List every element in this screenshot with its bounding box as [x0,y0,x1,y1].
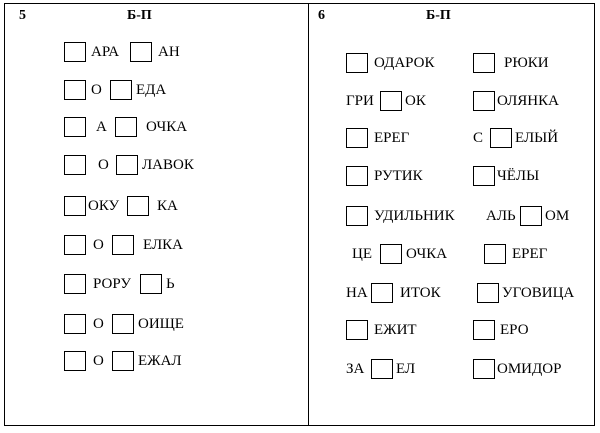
word-part: ОЧКА [406,246,448,262]
word-part: ОДАРОК [374,55,435,71]
exercise-5-number: 5 [19,8,26,23]
blank-box[interactable] [64,80,86,100]
word-part: О [93,353,104,369]
blank-box[interactable] [64,155,86,175]
blank-box[interactable] [346,206,368,226]
blank-box[interactable] [64,274,86,294]
word-part: КА [157,198,178,214]
word-part: О [93,316,104,332]
blank-box[interactable] [346,128,368,148]
column-divider [308,3,309,426]
word-part: АРА [91,44,120,60]
word-part: РЮКИ [504,55,549,71]
blank-box[interactable] [112,314,134,334]
blank-box[interactable] [140,274,162,294]
word-part: УДИЛЬНИК [374,208,455,224]
word-part: Ь [166,276,175,292]
blank-box[interactable] [130,42,152,62]
blank-box[interactable] [64,314,86,334]
word-part: ЕРЕГ [374,130,410,146]
blank-box[interactable] [112,351,134,371]
blank-box[interactable] [110,80,132,100]
blank-box[interactable] [380,91,402,111]
word-part: ЗА [346,361,365,377]
blank-box[interactable] [484,244,506,264]
word-part: РУТИК [374,168,423,184]
blank-box[interactable] [64,196,86,216]
blank-box[interactable] [64,117,86,137]
word-part: ЕЖАЛ [138,353,182,369]
blank-box[interactable] [346,320,368,340]
blank-box[interactable] [490,128,512,148]
word-part: ЛАВОК [142,157,194,173]
word-part: ЕЛКА [143,237,183,253]
word-part: ЕДА [136,82,167,98]
word-part: О [98,157,109,173]
word-part: НА [346,285,368,301]
blank-box[interactable] [64,351,86,371]
blank-box[interactable] [473,53,495,73]
word-part: ОИЩЕ [138,316,184,332]
blank-box[interactable] [112,235,134,255]
blank-box[interactable] [473,320,495,340]
word-part: ИТОК [400,285,441,301]
word-part: ОКУ [88,198,120,214]
blank-box[interactable] [520,206,542,226]
blank-box[interactable] [346,166,368,186]
blank-box[interactable] [371,283,393,303]
word-part: ЧЁЛЫ [497,168,540,184]
word-part: ОК [405,93,426,109]
word-part: О [93,237,104,253]
blank-box[interactable] [64,235,86,255]
word-part: ГРИ [346,93,374,109]
exercise-6-header: Б-П [426,8,451,23]
blank-box[interactable] [346,53,368,73]
word-part: ЕЛ [396,361,416,377]
word-part: А [96,119,107,135]
exercise-6-number: 6 [318,8,325,23]
blank-box[interactable] [473,166,495,186]
blank-box[interactable] [116,155,138,175]
blank-box[interactable] [371,359,393,379]
word-part: РОРУ [93,276,131,292]
word-part: АЛЬ [486,208,516,224]
word-part: О [91,82,102,98]
word-part: ЕЖИТ [374,322,417,338]
word-part: АН [158,44,180,60]
exercise-5-header: Б-П [127,8,152,23]
word-part: С [473,130,484,146]
blank-box[interactable] [380,244,402,264]
word-part: ЕЛЫЙ [515,130,559,146]
blank-box[interactable] [127,196,149,216]
word-part: ОМ [545,208,570,224]
word-part: ОМИДОР [497,361,562,377]
blank-box[interactable] [115,117,137,137]
word-part: ЦЕ [352,246,372,262]
word-part: УГОВИЦА [502,285,575,301]
word-part: ОЧКА [146,119,188,135]
blank-box[interactable] [477,283,499,303]
word-part: ЕРЕГ [512,246,548,262]
word-part: ЕРО [500,322,529,338]
blank-box[interactable] [64,42,86,62]
word-part: ОЛЯНКА [497,93,559,109]
blank-box[interactable] [473,359,495,379]
blank-box[interactable] [473,91,495,111]
